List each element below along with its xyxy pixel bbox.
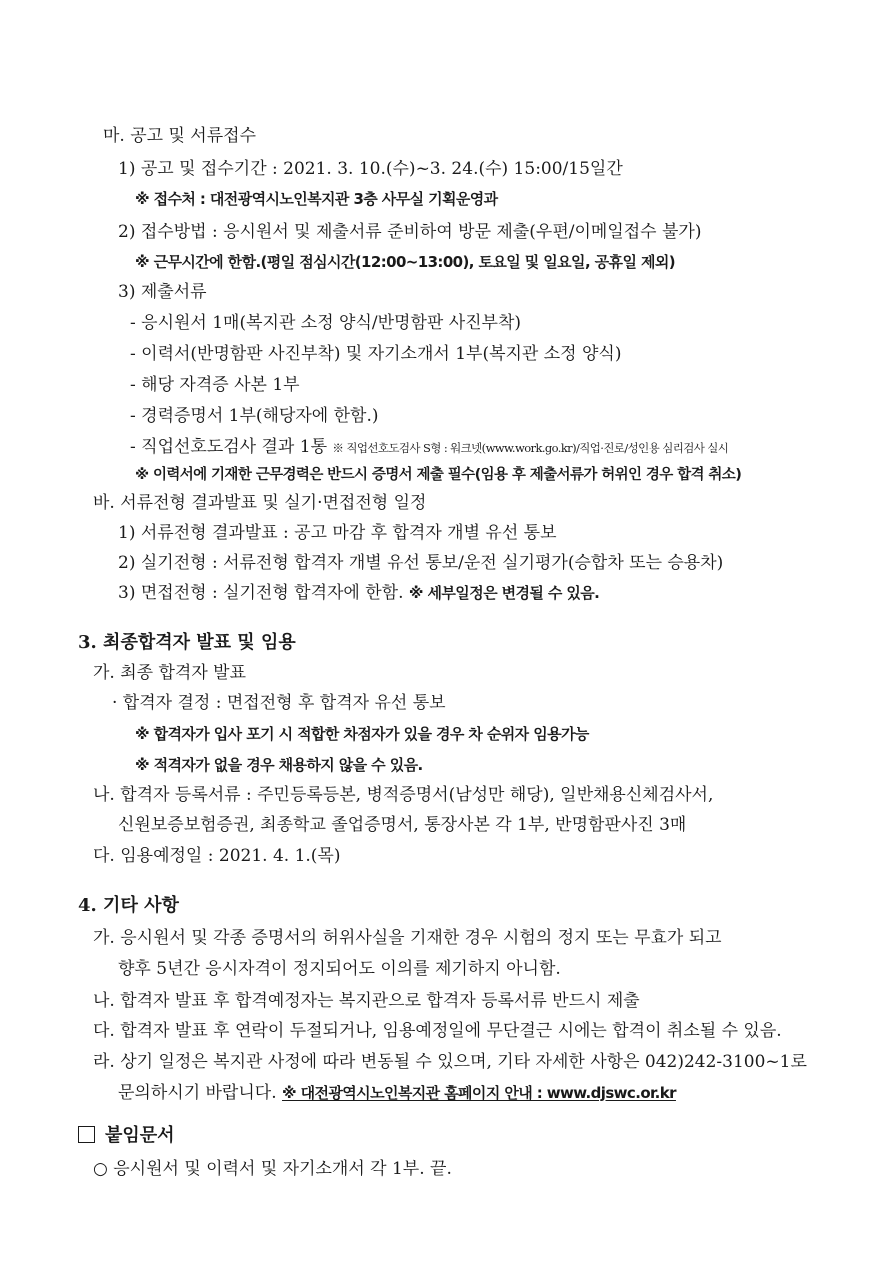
pass-decision: · 합격자 결정 : 면접전형 후 합격자 유선 통보 — [112, 693, 446, 713]
no-hire-note: ※ 적격자가 없을 경우 채용하지 않을 수 있음. — [135, 756, 423, 774]
career-proof-note: ※ 이력서에 기재한 근무경력은 반드시 증명서 제출 필수(임용 후 제출서류가 허위인 경우 합격 취소) — [135, 467, 742, 483]
document-item: - 직업선호도검사 결과 1통 — [130, 437, 327, 457]
receipt-method-note: ※ 근무시간에 한함.(평일 점심시간(12:00~13:00), 토요일 및 일요일, 공휴일 제외) — [135, 253, 675, 271]
documents-heading: 3) 제출서류 — [118, 282, 207, 302]
schedule-change-note: ※ 세부일정은 변경될 수 있음. — [408, 584, 600, 602]
cancel-clause: 다. 합격자 발표 후 연락이 두절되거나, 임용예정일에 무단결근 시에는 합격이 취소될 수 있음. — [93, 1021, 782, 1041]
false-info-clause: 가. 응시원서 및 각종 증명서의 허위사실을 기재한 경우 시험의 정지 또는 무효가 되고 — [93, 928, 722, 948]
receipt-method: 2) 접수방법 : 응시원서 및 제출서류 준비하여 방문 제출(우편/이메일접수 불가) — [118, 222, 702, 242]
checkbox-square-icon — [78, 1126, 95, 1143]
interview: 3) 면접전형 : 실기전형 합격자에 한함. — [118, 583, 404, 603]
contact-clause: 라. 상기 일정은 복지관 사정에 따라 변동될 수 있으며, 기타 자세한 사항은 042)242-3100~1로 — [93, 1052, 807, 1072]
final-announcement: 가. 최종 합격자 발표 — [93, 663, 246, 683]
registration-docs: 나. 합격자 등록서류 : 주민등록등본, 병적증명서(남성만 해당), 일반채용신체검사서, — [93, 785, 714, 805]
receipt-period: 1) 공고 및 접수기간 : 2021. 3. 10.(수)~3. 24.(수) 15:00/15일간 — [118, 159, 623, 179]
practical-test: 2) 실기전형 : 서류전형 합격자 개별 유선 통보/운전 실기평가(승합차 또는 승용차) — [118, 553, 724, 573]
registration-docs-cont: 신원보증보험증권, 최종학교 졸업증명서, 통장사본 각 1부, 반명함판사진 3매 — [118, 815, 687, 835]
submit-docs-clause: 나. 합격자 발표 후 합격예정자는 복지관으로 합격자 등록서류 반드시 제출 — [93, 991, 640, 1011]
attachment-title: 붙임문서 — [105, 1125, 175, 1146]
section-ma-title: 마. 공고 및 서류접수 — [103, 126, 256, 146]
section-3-title: 3. 최종합격자 발표 및 임용 — [78, 632, 296, 653]
document-item: - 이력서(반명함판 사진부착) 및 자기소개서 1부(복지관 소정 양식) — [130, 344, 622, 364]
appointment-date: 다. 임용예정일 : 2021. 4. 1.(목) — [93, 846, 341, 866]
document-item: - 경력증명서 1부(해당자에 한함.) — [130, 406, 379, 426]
runner-up-note: ※ 합격자가 입사 포기 시 적합한 차점자가 있을 경우 차 순위자 임용가능 — [135, 725, 589, 743]
false-info-clause-cont: 향후 5년간 응시자격이 정지되어도 이의를 제기하지 아니함. — [118, 959, 561, 979]
receipt-place-note: ※ 접수처 : 대전광역시노인복지관 3층 사무실 기획운영과 — [135, 190, 498, 208]
contact-clause-cont: 문의하시기 바랍니다. — [118, 1083, 277, 1103]
section-ba-title: 바. 서류전형 결과발표 및 실기·면접전형 일정 — [93, 493, 427, 513]
aptitude-test-note: ※ 직업선호도검사 S형 : 워크넷(www.work.go.kr)/직업·진로/성인용 심리검사 실시 — [332, 441, 729, 455]
homepage-note: ※ 대전광역시노인복지관 홈페이지 안내 : www.djswc.or.kr — [282, 1084, 676, 1102]
document-result: 1) 서류전형 결과발표 : 공고 마감 후 합격자 개별 유선 통보 — [118, 523, 557, 543]
document-item: - 응시원서 1매(복지관 소정 양식/반명함판 사진부착) — [130, 313, 522, 333]
attachment-item: ○ 응시원서 및 이력서 및 자기소개서 각 1부. 끝. — [93, 1159, 452, 1179]
section-4-title: 4. 기타 사항 — [78, 895, 179, 916]
document-item: - 해당 자격증 사본 1부 — [130, 375, 300, 395]
